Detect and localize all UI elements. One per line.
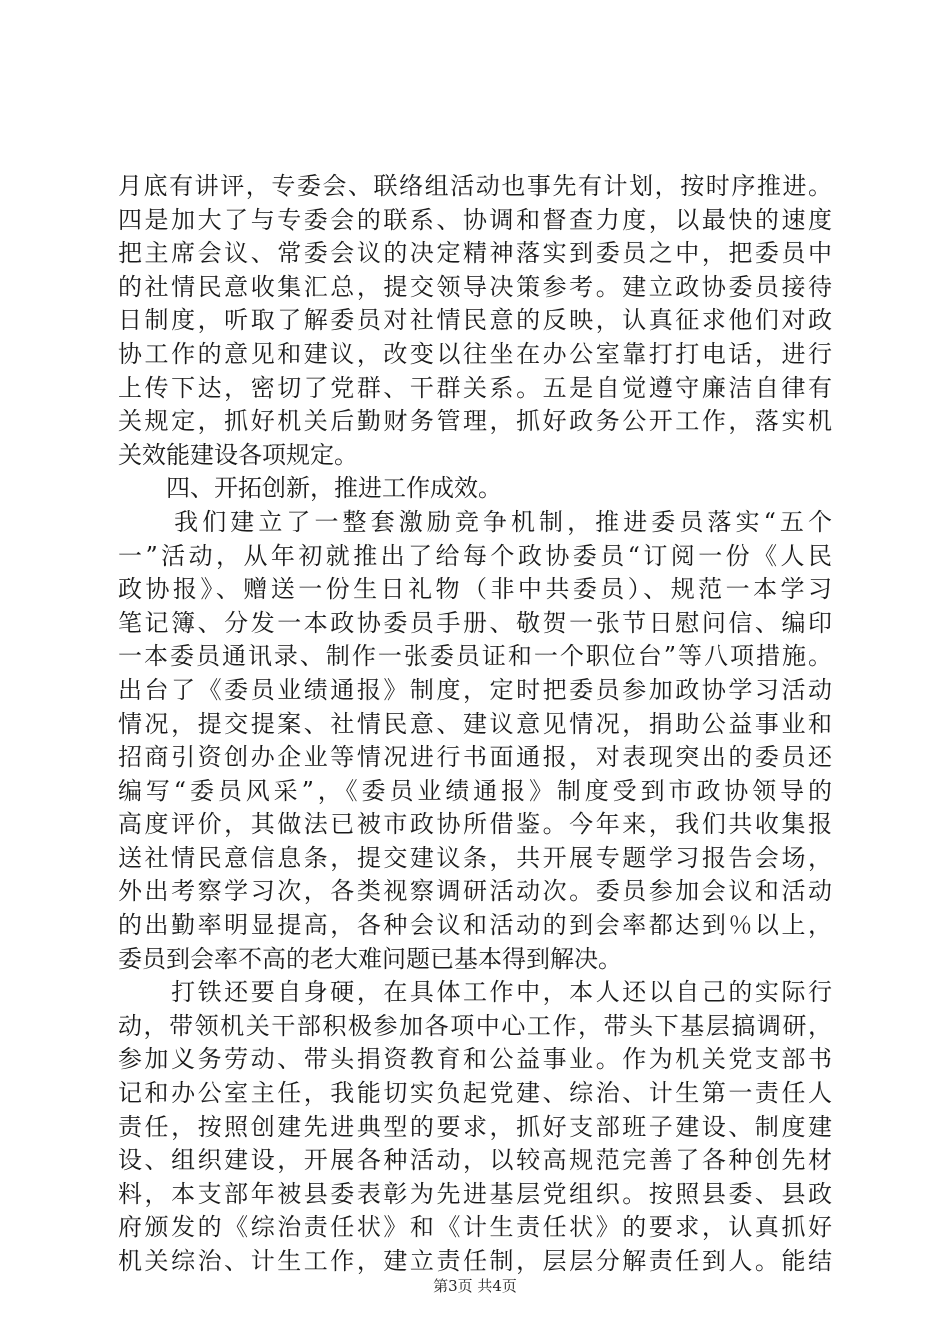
text-line: 一”活动，从年初就推出了给每个政协委员“订阅一份《人民	[118, 541, 832, 570]
text-line: 一本委员通讯录、制作一张委员证和一个职位台”等八项措施。	[118, 642, 832, 671]
text-line: 编写“委员风采”，《委员业绩通报》制度受到市政协领导的	[118, 776, 832, 805]
text-line: 日制度，听取了解委员对社情民意的反映，认真征求他们对政	[118, 306, 832, 335]
text-line: 设、组织建设，开展各种活动，以较高规范完善了各种创先材	[118, 1146, 832, 1175]
text-line: 委员到会率不高的老大难问题已基本得到解决。	[118, 944, 622, 973]
text-line: 把主席会议、常委会议的决定精神落实到委员之中，把委员中	[118, 239, 832, 268]
text-line: 关效能建设各项规定。	[118, 440, 358, 469]
text-line: 政协报》、赠送一份生日礼物（非中共委员）、规范一本学习	[118, 575, 832, 604]
text-line: 动，带领机关干部积极参加各项中心工作，带头下基层搞调研，	[118, 1011, 832, 1040]
text-line: 上传下达，密切了党群、干群关系。五是自觉遵守廉洁自律有	[118, 373, 832, 402]
text-line: 笔记簿、分发一本政协委员手册、敬贺一张节日慰问信、编印	[118, 608, 832, 637]
text-line: 四是加大了与专委会的联系、协调和督查力度，以最快的速度	[118, 205, 832, 234]
text-line: 参加义务劳动、带头捐资教育和公益事业。作为机关党支部书	[118, 1045, 832, 1074]
text-line: 关规定，抓好机关后勤财务管理，抓好政务公开工作，落实机	[118, 407, 832, 436]
text-line: 的出勤率明显提高，各种会议和活动的到会率都达到％以上，	[118, 911, 832, 940]
text-line: 机关综治、计生工作，建立责任制，层层分解责任到人。能结	[118, 1247, 832, 1275]
text-line: 外出考察学习次，各类视察调研活动次。委员参加会议和活动	[118, 877, 832, 906]
text-line: 我们建立了一整套激励竞争机制，推进委员落实“五个	[118, 507, 832, 536]
text-line: 府颁发的《综治责任状》和《计生责任状》的要求，认真抓好	[118, 1213, 832, 1242]
text-line: 协工作的意见和建议，改变以往坐在办公室靠打打电话，进行	[118, 339, 832, 368]
text-line: 料，本支部年被县委表彰为先进基层党组织。按照县委、县政	[118, 1179, 832, 1208]
text-line: 四、开拓创新，推进工作成效。	[118, 474, 502, 503]
page-number-footer: 第3页 共4页	[433, 1277, 517, 1295]
text-line: 送社情民意信息条，提交建议条，共开展专题学习报告会场，	[118, 843, 832, 872]
text-line: 高度评价，其做法已被市政协所借鉴。今年来，我们共收集报	[118, 810, 832, 839]
text-line: 出台了《委员业绩通报》制度，定时把委员参加政协学习活动	[118, 675, 832, 704]
text-line: 责任，按照创建先进典型的要求，抓好支部班子建设、制度建	[118, 1112, 832, 1141]
document-body	[118, 170, 832, 1279]
text-line: 的社情民意收集汇总，提交领导决策参考。建立政协委员接待	[118, 272, 832, 301]
text-line: 打铁还要自身硬，在具体工作中，本人还以自己的实际行	[118, 978, 832, 1007]
text-line: 情况，提交提案、社情民意、建议意见情况，捐助公益事业和	[118, 709, 832, 738]
text-line: 招商引资创办企业等情况进行书面通报，对表现突出的委员还	[118, 743, 832, 772]
text-line: 记和办公室主任，我能切实负起党建、综治、计生第一责任人	[118, 1079, 832, 1108]
text-line: 月底有讲评，专委会、联络组活动也事先有计划，按时序推进。	[118, 172, 832, 200]
